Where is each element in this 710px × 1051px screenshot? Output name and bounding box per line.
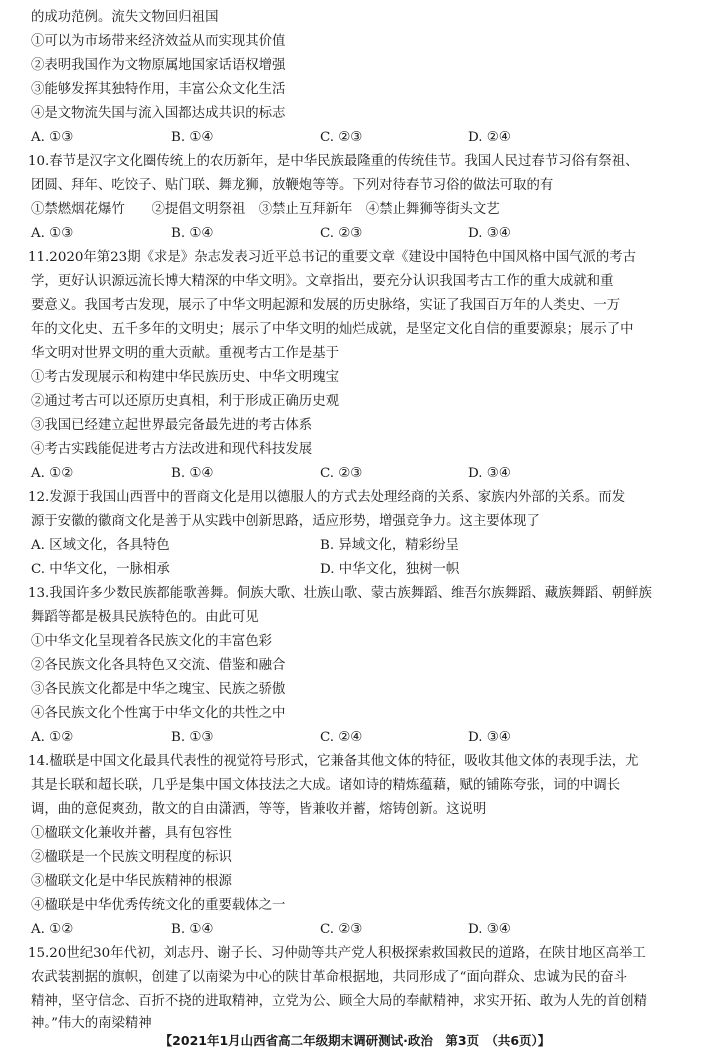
question-11-stem: 年的文化史、五千多年的文明史；展示了中华文明的灿烂成就，是坚定文化自信的重要源泉；展示了中: [31, 322, 634, 337]
question-10-stem: 团圆、拜年、吃饺子、贴门联、舞龙狮，放鞭炮等等。下列对待春节习俗的做法可取的有: [31, 178, 554, 193]
choice-d: D. 中华文化，独树一帜: [320, 562, 460, 577]
option-statement: ①禁燃烟花爆竹 ②提倡文明祭祖 ③禁止互拜新年 ④禁止舞狮等街头文艺: [31, 202, 500, 217]
choice-d: D. ③④: [468, 922, 511, 937]
choice-d: D. ②④: [468, 130, 511, 145]
question-11-stem: 要意义。我国考古发现，展示了中华文明起源和发展的历史脉络，实证了我国百万年的人类史、一万: [31, 298, 621, 313]
question-13-stem: 13.我国许多少数民族都能歌善舞。侗族大歌、壮族山歌、蒙古族舞蹈、维吾尔族舞蹈、藏族舞蹈、朝鲜族: [28, 586, 652, 601]
choice-b: B. ①③: [171, 730, 214, 745]
option-statement: ①考古发现展示和构建中华民族历史、中华文明瑰宝: [31, 370, 339, 385]
choice-a: A. 区域文化，各具特色: [31, 538, 170, 553]
choice-c: C. ②③: [320, 226, 363, 241]
question-12-stem: 12.发源于我国山西晋中的晋商文化是用以德服人的方式去处理经商的关系、家族内外部的关系。而发: [28, 490, 626, 505]
choice-a: A. ①②: [31, 466, 74, 481]
page-footer: 【2021年1月山西省高二年级期末调研测试·政治 第3页 （共6页）】: [159, 1033, 551, 1048]
choice-d: D. ③④: [468, 466, 511, 481]
option-statement: ②表明我国作为文物原属地国家话语权增强: [31, 58, 286, 73]
question-10-stem: 10.春节是汉字文化圈传统上的农历新年，是中华民族最隆重的传统佳节。我国人民过春节习俗有祭祖、: [28, 154, 639, 169]
choice-b: B. ①④: [171, 466, 214, 481]
choice-c: C. ②③: [320, 466, 363, 481]
question-13-stem: 舞蹈等都是极具民族特色的。由此可见: [31, 610, 259, 625]
question-15-stem: 精神，坚守信念、百折不挠的进取精神，立党为公、顾全大局的奉献精神，求实开拓、敢为人先的首创精: [31, 994, 647, 1009]
choice-b: B. ①④: [171, 130, 214, 145]
question-14-stem: 其是长联和超长联，几乎是集中国文体技法之大成。诸如诗的精炼蕴藉，赋的铺陈夸张，词的中调长: [31, 778, 621, 793]
option-statement: ④考古实践能促进考古方法改进和现代科技发展: [31, 442, 313, 457]
choice-a: A. ①③: [31, 130, 74, 145]
question-15-stem: 农武装割据的旗帜，创建了以南梁为中心的陕甘革命根据地，共同形成了“面向群众、忠诚为民的奋斗: [31, 970, 628, 985]
option-statement: ①中华文化呈现着各民族文化的丰富色彩: [31, 634, 273, 649]
text-line: 的成功范例。流失文物回归祖国: [31, 10, 219, 25]
question-15-stem: 15.20世纪30年代初，刘志丹、谢子长、习仲勋等共产党人积极探索救国救民的道路，在陕甘地区高举工: [28, 946, 646, 961]
option-statement: ④是文物流失国与流入国都达成共识的标志: [31, 106, 286, 121]
option-statement: ③楹联文化是中华民族精神的根源: [31, 874, 232, 889]
choice-d: D. ③④: [468, 226, 511, 241]
choice-c: C. 中华文化，一脉相承: [31, 562, 170, 577]
question-15-stem: 神。”伟大的南梁精神: [31, 1016, 152, 1031]
choice-c: C. ②④: [320, 730, 363, 745]
question-14-stem: 14.楹联是中国文化最具代表性的视觉符号形式，它兼备其他文体的特征，吸收其他文体的表现手法，尤: [28, 754, 639, 769]
option-statement: ④各民族文化个性寓于中华文化的共性之中: [31, 706, 286, 721]
option-statement: ②各民族文化各具特色又交流、借鉴和融合: [31, 658, 286, 673]
choice-a: A. ①②: [31, 730, 74, 745]
option-statement: ③各民族文化都是中华之瑰宝、民族之骄傲: [31, 682, 286, 697]
choice-a: A. ①②: [31, 922, 74, 937]
option-statement: ②楹联是一个民族文明程度的标识: [31, 850, 232, 865]
choice-d: D. ③④: [468, 730, 511, 745]
question-12-stem: 源于安徽的徽商文化是善于从实践中创新思路，适应形势，增强竞争力。这主要体现了: [31, 514, 540, 529]
choice-b: B. ①④: [171, 922, 214, 937]
option-statement: ①楹联文化兼收并蓄，具有包容性: [31, 826, 232, 841]
option-statement: ①可以为市场带来经济效益从而实现其价值: [31, 34, 286, 49]
choice-c: C. ②③: [320, 130, 363, 145]
choice-b: B. 异域文化，精彩纷呈: [320, 538, 459, 553]
option-statement: ③我国已经建立起世界最完备最先进的考古体系: [31, 418, 313, 433]
question-14-stem: 调，曲的意促爽劲，散文的自由潇洒，等等，皆兼收并蓄，熔铸创新。这说明: [31, 802, 487, 817]
question-11-stem: 学，更好认识源远流长博大精深的中华文明》。文章指出，要充分认识我国考古工作的重大成就和重: [31, 274, 614, 289]
question-11-stem: 华文明对世界文明的重大贡献。重视考古工作是基于: [31, 346, 339, 361]
option-statement: ②通过考古可以还原历史真相，利于形成正确历史观: [31, 394, 339, 409]
option-statement: ④楹联是中华优秀传统文化的重要载体之一: [31, 898, 286, 913]
choice-c: C. ②③: [320, 922, 363, 937]
option-statement: ③能够发挥其独特作用，丰富公众文化生活: [31, 82, 286, 97]
choice-b: B. ①④: [171, 226, 214, 241]
choice-a: A. ①③: [31, 226, 74, 241]
question-11-stem: 11.2020年第23期《求是》杂志发表习近平总书记的重要文章《建设中国特色中国风格中国气派的考古: [28, 250, 637, 265]
